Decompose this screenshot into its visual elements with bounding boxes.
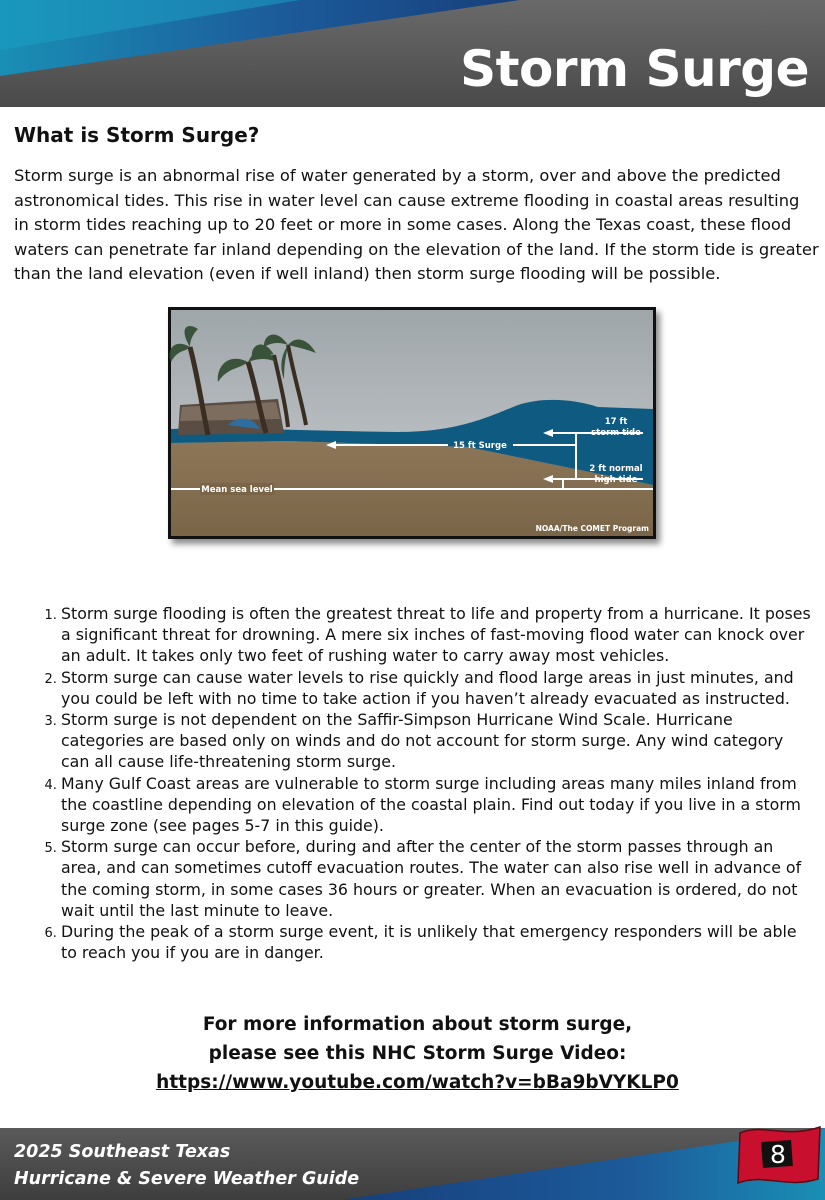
footer-line-2: Hurricane & Severe Weather Guide bbox=[14, 1169, 360, 1189]
intro-paragraph: Storm surge is an abnormal rise of water generated by a storm, over and above the predicted astronomical tides. This rise in water level can cause extreme flooding in coastal areas resulting in storm tides reaching up to 20 feet or more in some cases. Along the Texas coast, these flood waters can penetrate far inland depending on the elevation of the land. If the storm tide is greater than the land elevation (even if well inland) then storm surge flooding will be possible. bbox=[14, 166, 819, 283]
storm-surge-diagram bbox=[168, 307, 656, 539]
list-item: 4. Many Gulf Coast areas are vulnerable to storm surge including areas many miles inland from the coastline depending on elevation of the coastal plain. Find out today if you live in a storm surge zone (see pages 5-7 in this guide). bbox=[61, 773, 814, 837]
storm-surge-illustration bbox=[168, 307, 656, 539]
list-item: 2. Storm surge can cause water levels to rise quickly and flood large areas in just minutes, and you could be left with no time to take action if you haven’t already evacuated as instructed. bbox=[61, 667, 814, 709]
mean-sea-level-label: Mean sea level bbox=[201, 485, 273, 495]
storm-tide-label-2: storm tide bbox=[591, 428, 641, 438]
storm-tide-label-1: 17 ft bbox=[604, 417, 628, 427]
more-info-block bbox=[0, 1010, 825, 1097]
footer-guide-title bbox=[14, 1139, 359, 1193]
more-info-line-1: For more information about storm surge, bbox=[202, 1014, 633, 1035]
high-tide-label-1: 2 ft normal bbox=[589, 464, 643, 474]
storm-surge-facts-list bbox=[14, 603, 814, 963]
list-item: 6. During the peak of a storm surge event, it is unlikely that emergency responders will be able to reach you if you are in danger. bbox=[61, 921, 814, 963]
video-link[interactable]: https://www.youtube.com/watch?v=bBa9bVYKLP0 bbox=[156, 1072, 679, 1093]
header-banner bbox=[0, 0, 825, 107]
surge-label: 15 ft Surge bbox=[453, 441, 507, 451]
page-title: Storm Surge bbox=[460, 40, 809, 98]
more-info-line-2: please see this NHC Storm Surge Video: bbox=[208, 1043, 627, 1064]
list-item: 5. Storm surge can occur before, during and after the center of the storm passes through an area, and can sometimes cutoff evacuation routes. The water can also rise well in advance of the coming storm, in some cases 36 hours or greater. When an evacuation is ordered, do not wait until the last minute to leave. bbox=[61, 836, 814, 921]
page-number: 8 bbox=[770, 1140, 786, 1169]
list-item: 3. Storm surge is not dependent on the Saffir-Simpson Hurricane Wind Scale. Hurricane categories are based only on winds and do not account for storm surge. Any wind category can all cause life-threatening storm surge. bbox=[61, 709, 814, 773]
footer-line-1: 2025 Southeast Texas bbox=[14, 1142, 231, 1162]
high-tide-label-2: high tide bbox=[594, 475, 638, 485]
list-item: 1. Storm surge flooding is often the greatest threat to life and property from a hurricane. It poses a significant threat for drowning. A mere six inches of fast-moving flood water can knock over an adult. It takes only two feet of rushing water to carry away most vehicles. bbox=[61, 603, 814, 667]
section-heading: What is Storm Surge? bbox=[14, 123, 260, 147]
figure-credit: NOAA/The COMET Program bbox=[535, 524, 649, 533]
